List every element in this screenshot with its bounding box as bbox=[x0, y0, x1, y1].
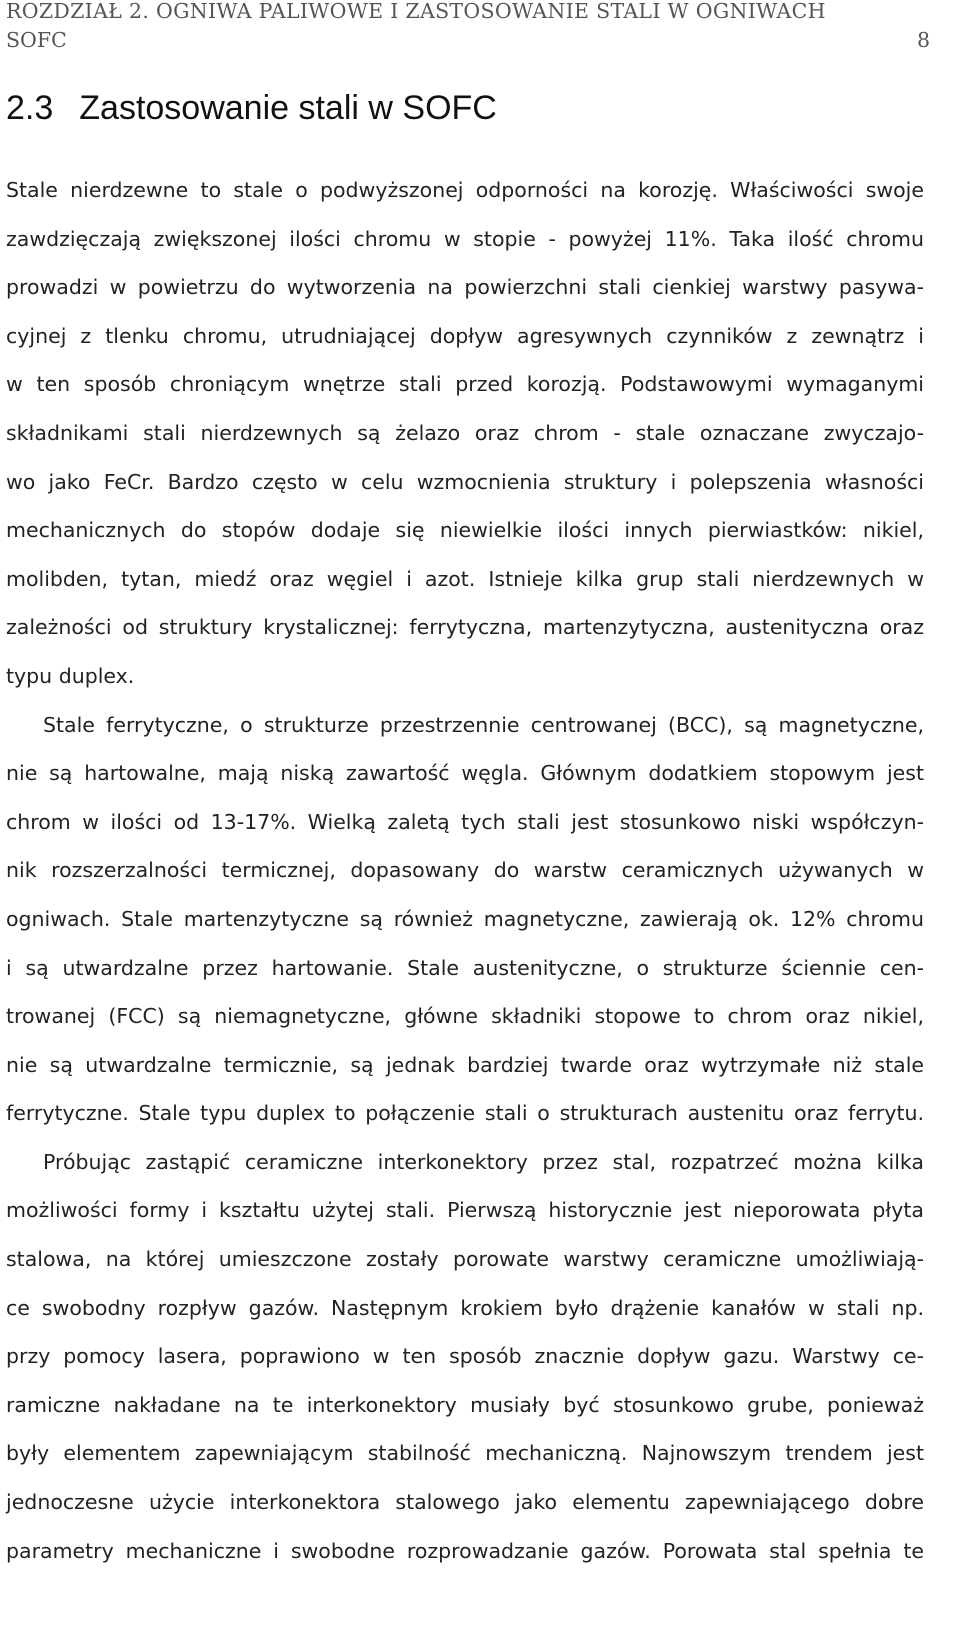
text-line: cyjnej z tlenku chromu, utrudniającej dopływ agresywnych czynników z zewnątrz i bbox=[6, 323, 924, 348]
text-line: prowadzi w powietrzu do wytworzenia na powierzchni stali cienkiej warstwy pasywa- bbox=[6, 275, 924, 300]
page-number: 8 bbox=[916, 28, 930, 52]
text-line: stalowa, na której umieszczone zostały porowate warstwy ceramiczne umożliwiają- bbox=[6, 1247, 924, 1272]
text-line: wo jako FeCr. Bardzo często w celu wzmocnienia struktury i polepszenia własności bbox=[6, 469, 924, 494]
text-line: ramiczne nakładane na te interkonektory musiały być stosunkowo grube, ponieważ bbox=[6, 1392, 924, 1417]
section-number: 2.3 bbox=[6, 89, 54, 127]
text-line: chrom w ilości od 13-17%. Wielką zaletą tych stali jest stosunkowo niski współczyn- bbox=[6, 809, 924, 834]
paragraph-steel-types bbox=[6, 701, 924, 1138]
body-text bbox=[6, 166, 924, 1575]
text-line: nie są utwardzalne termicznie, są jednak bardziej twarde oraz wytrzymałe niż stale bbox=[6, 1052, 924, 1077]
section-heading bbox=[6, 86, 497, 130]
paragraph-interconnectors bbox=[6, 1138, 924, 1575]
paragraph-stainless-steels bbox=[6, 166, 924, 701]
text-line: nie są hartowalne, mają niską zawartość węgla. Głównym dodatkiem stopowym jest bbox=[6, 761, 924, 786]
text-line: możliwości formy i kształtu użytej stali. Pierwszą historycznie jest nieporowata płyta bbox=[6, 1198, 924, 1223]
text-line: w ten sposób chroniącym wnętrze stali przed korozją. Podstawowymi wymaganymi bbox=[6, 372, 924, 397]
text-line: były elementem zapewniającym stabilność mechaniczną. Najnowszym trendem jest bbox=[6, 1441, 924, 1466]
text-line: molibden, tytan, miedź oraz węgiel i azot. Istnieje kilka grup stali nierdzewnych w bbox=[6, 566, 924, 591]
text-line: składnikami stali nierdzewnych są żelazo oraz chrom - stale oznaczane zwyczajo- bbox=[6, 420, 924, 445]
chapter-heading-line1: ROZDZIAŁ 2. OGNIWA PALIWOWE I ZASTOSOWANIE STALI W OGNIWACH bbox=[6, 0, 826, 23]
text-line: zawdzięczają zwiększonej ilości chromu w stopie - powyżej 11%. Taka ilość chromu bbox=[6, 226, 924, 251]
text-line: ferrytyczne. Stale typu duplex to połączenie stali o strukturach austenitu oraz ferrytu. bbox=[6, 1101, 924, 1126]
text-line: jednoczesne użycie interkonektora stalowego jako elementu zapewniającego dobre bbox=[6, 1490, 924, 1515]
text-line: Stale ferrytyczne, o strukturze przestrzennie centrowanej (BCC), są magnetyczne, bbox=[43, 712, 924, 737]
running-header bbox=[6, 0, 930, 60]
text-line: nik rozszerzalności termicznej, dopasowany do warstw ceramicznych używanych w bbox=[6, 858, 924, 883]
text-line: trowanej (FCC) są niemagnetyczne, główne składniki stopowe to chrom oraz nikiel, bbox=[6, 1004, 924, 1029]
text-line: typu duplex. bbox=[6, 663, 135, 688]
text-line: parametry mechaniczne i swobodne rozprowadzanie gazów. Porowata stal spełnia te bbox=[6, 1538, 924, 1563]
text-line: ogniwach. Stale martenzytyczne są również magnetyczne, zawierają ok. 12% chromu bbox=[6, 906, 924, 931]
text-line: Próbując zastąpić ceramiczne interkonektory przez stal, rozpatrzeć można kilka bbox=[43, 1149, 924, 1174]
text-line: zależności od struktury krystalicznej: ferrytyczna, martenzytyczna, austenityczna oraz bbox=[6, 615, 924, 640]
text-line: przy pomocy lasera, poprawiono w ten sposób znacznie dopływ gazu. Warstwy ce- bbox=[6, 1344, 924, 1369]
section-title: Zastosowanie stali w SOFC bbox=[79, 89, 497, 127]
text-line: mechanicznych do stopów dodaje się niewielkie ilości innych pierwiastków: nikiel, bbox=[6, 518, 924, 543]
text-line: i są utwardzalne przez hartowanie. Stale austenityczne, o strukturze ściennie cen- bbox=[6, 955, 924, 980]
chapter-heading-line2: SOFC bbox=[6, 28, 67, 52]
text-line: Stale nierdzewne to stale o podwyższonej odporności na korozję. Właściwości swoje bbox=[6, 178, 924, 202]
text-line: ce swobodny rozpływ gazów. Następnym krokiem było drążenie kanałów w stali np. bbox=[6, 1295, 924, 1320]
